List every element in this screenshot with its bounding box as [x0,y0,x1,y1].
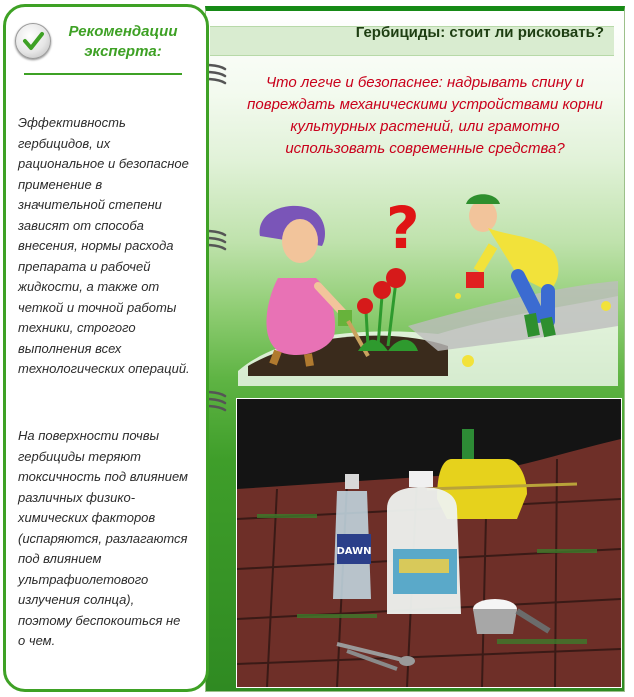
expert-title [56,22,190,62]
dish-soap-bottle [333,474,372,599]
title-divider [24,73,182,75]
article-title: Гербициды: стоит ли рисковать? [355,24,604,41]
herbicide-photo [236,398,622,688]
question-mark: ? [386,194,420,262]
expert-paragraph-1: Эффективность гербицидов, их рациональное и безопасное применение в значительной степени зависят от способа внесения, нормы расхода препарата и рабочей жидкости, а также от четкой и точной работы техники, строгого выполнения всех технологических операций. [18,115,190,376]
expert-title-line2: эксперта: [84,43,162,60]
expert-paragraph-2: На поверхности почвы гербициды теряют токсичность под влиянием различных физико-химических факторов (испаряются, разлагаются под влиянием ультрафиолетового излучения солнца), поэтому беспокоиться не о чем. [18,428,188,648]
check-icon [15,23,51,59]
question-text: Что легче и безопаснее: надрывать спину и повреждать механическими устройствами корни культурных растений, или грамотно использовать современные средства? [247,74,603,157]
expert-title-line1: Рекомендации [68,23,178,40]
weeding-illustration [238,186,618,386]
dawn-label: DAWN [336,546,372,557]
